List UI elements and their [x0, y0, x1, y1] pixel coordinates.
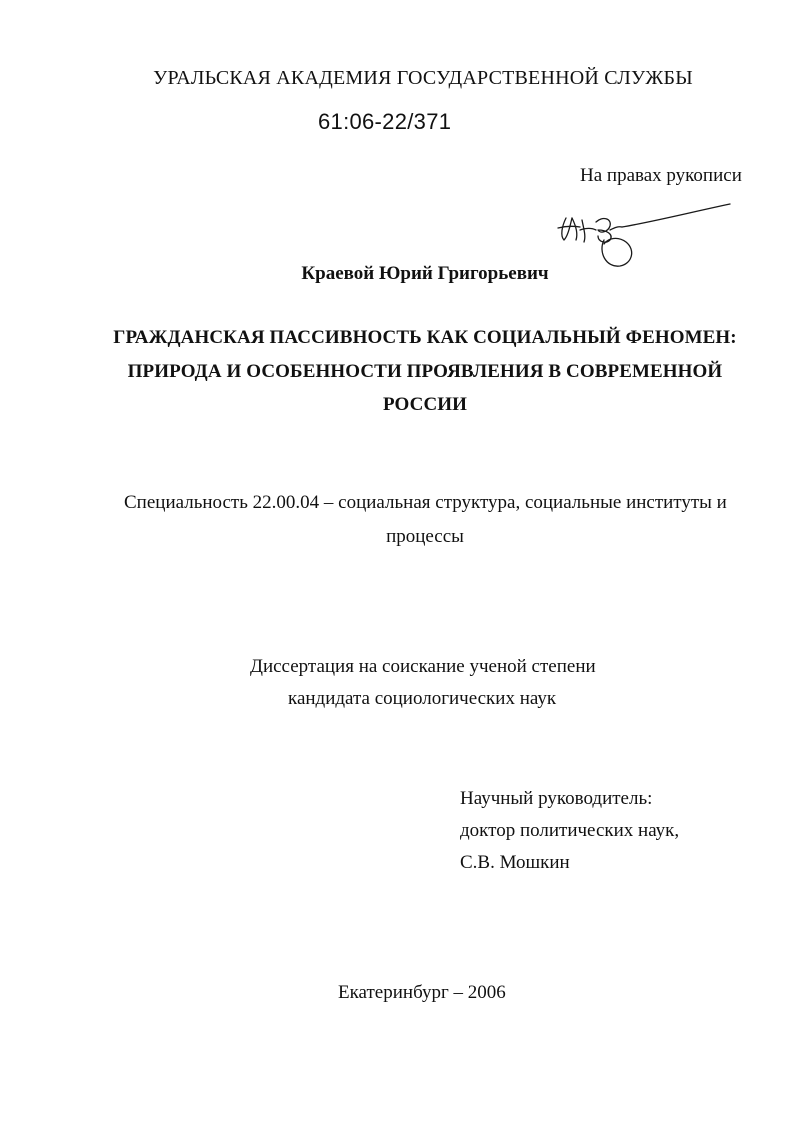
manuscript-rights-note: На правах рукописи	[580, 165, 742, 186]
dissertation-title-line: ГРАЖДАНСКАЯ ПАССИВНОСТЬ КАК СОЦИАЛЬНЫЙ ФЕНОМЕН:	[113, 327, 737, 348]
advisor-rank: доктор политических наук,	[460, 820, 680, 841]
catalog-number: 61:06-22/371	[318, 109, 452, 134]
specialty-line: процессы	[386, 526, 464, 547]
dissertation-title-line: РОССИИ	[382, 394, 468, 415]
city-year: Екатеринбург – 2006	[338, 982, 506, 1003]
advisor-name: С.В. Мошкин	[460, 852, 570, 873]
author-name: Краевой Юрий Григорьевич	[301, 263, 549, 284]
degree-line: кандидата социологических наук	[288, 688, 557, 709]
specialty-line: Специальность 22.00.04 – социальная структура, социальные институты и	[124, 492, 727, 513]
institution-name: УРАЛЬСКАЯ АКАДЕМИЯ ГОСУДАРСТВЕННОЙ СЛУЖБЫ	[153, 67, 693, 89]
dissertation-title-line: ПРИРОДА И ОСОБЕННОСТИ ПРОЯВЛЕНИЯ В СОВРЕМЕННОЙ	[127, 361, 723, 382]
degree-line: Диссертация на соискание ученой степени	[250, 656, 596, 677]
advisor-label: Научный руководитель:	[460, 788, 653, 809]
